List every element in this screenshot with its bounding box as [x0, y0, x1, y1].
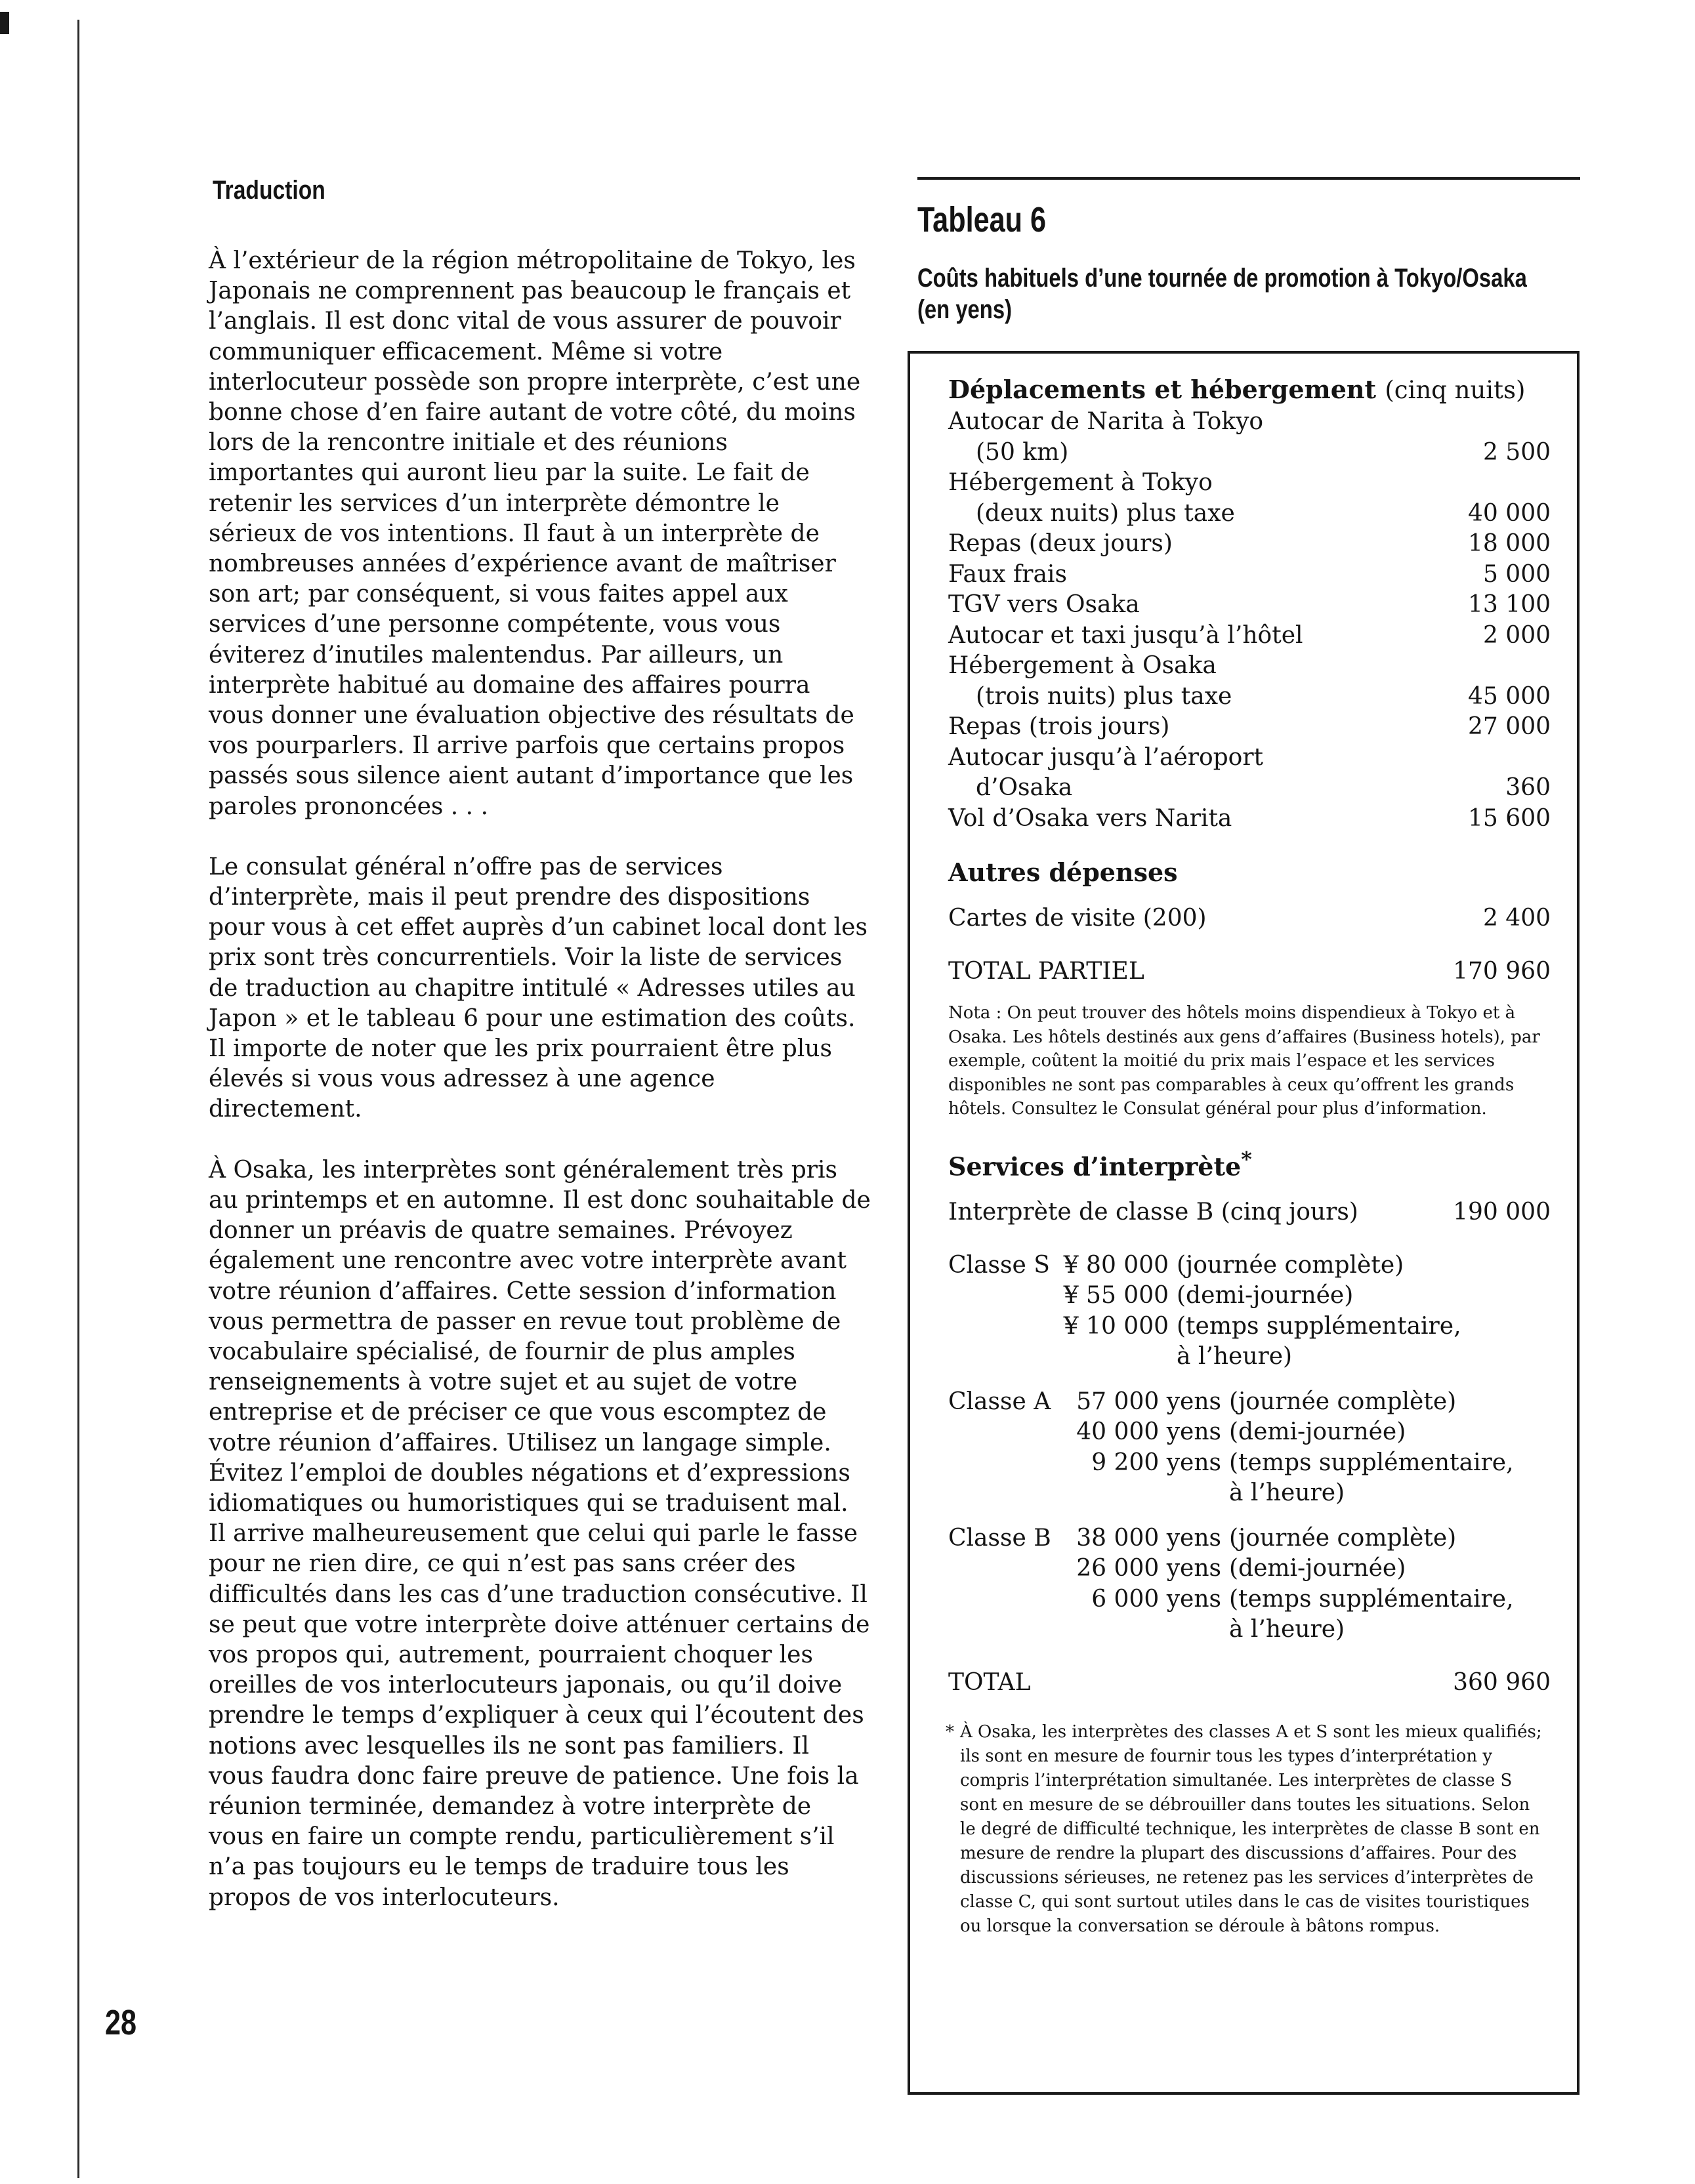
travel-row — [948, 468, 1551, 499]
row-label: Repas (deux jours) — [948, 530, 1173, 557]
scan-edge-mark — [0, 12, 9, 34]
row-amount: 40 000 — [1468, 499, 1551, 527]
travel-heading-suffix: (cinq nuits) — [1385, 376, 1526, 404]
row-amount: 360 — [1505, 774, 1551, 801]
row-label: Interprète de classe B (cinq jours) — [948, 1199, 1358, 1226]
other-heading: Autres dépenses — [948, 857, 1178, 887]
row-label: TGV vers Osaka — [948, 591, 1140, 618]
section-heading: Traduction — [213, 176, 325, 205]
row-amount: 2 400 — [1482, 905, 1551, 932]
row-amount: 13 100 — [1468, 591, 1551, 618]
travel-row — [948, 407, 1551, 438]
travel-row — [948, 804, 1551, 834]
travel-row — [948, 773, 1551, 804]
rate-class-label: Classe A — [948, 1388, 1051, 1415]
rate-price: 9 200 yens — [1091, 1449, 1221, 1476]
interp-heading-star: * — [1241, 1147, 1252, 1172]
subtotal-label: TOTAL PARTIEL — [948, 957, 1144, 985]
row-label: Cartes de visite (200) — [948, 905, 1207, 932]
travel-row — [948, 682, 1551, 712]
rate-description: (temps supplémentaire, — [1177, 1312, 1461, 1340]
rate-description: (demi-journée) — [1229, 1418, 1406, 1446]
rate-price: 57 000 yens — [1076, 1388, 1221, 1415]
travel-row — [948, 560, 1551, 590]
table-top-rule — [917, 177, 1580, 180]
class-b-rates — [948, 1523, 1551, 1645]
rate-class-label — [948, 1478, 1058, 1509]
row-amount: 190 000 — [1453, 1199, 1551, 1226]
table-header — [917, 177, 1579, 325]
rate-class-label — [948, 1417, 1058, 1448]
rate-price — [1058, 1342, 1177, 1372]
total-label: TOTAL — [948, 1668, 1031, 1696]
rate-description: (demi-journée) — [1229, 1555, 1406, 1582]
rate-price — [1058, 1615, 1229, 1645]
cost-table-body — [948, 373, 1551, 1939]
rate-price: ¥ 80 000 — [1063, 1251, 1169, 1279]
footnote-text: À Osaka, les interprètes des classes A et S sont les mieux qualifiés; ils sont en mesure de fournir tous les types d’interprétation y compris l’interprétation simultanée. Les interprètes de classe S sont en mesure de se débrouiller dans toutes les situations. Selon le degré de difficulté technique, les interprètes de classe B sont en mesure de rendre la plupart des discussions d’affaires. Pour des discussions sérieuses, ne retenez pas les services d’interprètes de classe C, qui sont surtout utiles dans le cas de visites touristiques ou lorsque la conversation se déroule à bâtons rompus. — [960, 1722, 1542, 1937]
row-label: Vol d’Osaka vers Narita — [948, 804, 1232, 832]
class-s-rates — [948, 1250, 1551, 1372]
class-a-rates — [948, 1387, 1551, 1509]
body-column — [209, 176, 871, 1943]
rate-price — [1058, 1478, 1229, 1509]
rate-class-label — [948, 1554, 1058, 1584]
row-label: Autocar et taxi jusqu’à l’hôtel — [948, 621, 1303, 649]
interp-heading-text: Services d’interprète — [948, 1151, 1242, 1182]
rate-description: à l’heure) — [1177, 1343, 1293, 1370]
total-row — [948, 1668, 1551, 1699]
travel-heading — [948, 373, 1551, 407]
travel-row — [948, 529, 1551, 560]
rate-description: à l’heure) — [1229, 1616, 1345, 1643]
travel-row — [948, 499, 1551, 529]
body-paragraph: Le consulat général n’offre pas de services d’interprète, mais il peut prendre des dispositions pour vous à cet effet auprès d’un cabinet local dont les prix sont très concurrentiels. Voir la liste de services de traduction au chapitre intitulé « Adresses utiles au Japon » et le tableau 6 pour une estimation des coûts. Il importe de noter que les prix pourraient être plus élevés si vous vous adressez à une agence directement. — [209, 853, 868, 1123]
rate-class-label — [948, 1281, 1058, 1311]
row-amount: 15 600 — [1468, 804, 1551, 832]
row-amount: 27 000 — [1468, 713, 1551, 740]
rate-description: (temps supplémentaire, — [1229, 1585, 1514, 1613]
row-amount: 18 000 — [1468, 530, 1551, 557]
table-subtitle: Coûts habituels d’une tournée de promotion à Tokyo/Osaka (en yens) — [917, 264, 1527, 324]
row-label: Hébergement à Osaka — [948, 652, 1217, 679]
rate-description: (journée complète) — [1177, 1251, 1404, 1279]
rate-description: (demi-journée) — [1177, 1282, 1354, 1309]
rate-class-label: Classe S — [948, 1251, 1050, 1279]
rate-price: ¥ 55 000 — [1063, 1282, 1169, 1309]
interp-heading — [948, 1144, 1551, 1184]
travel-heading-text: Déplacements et hébergement — [948, 375, 1377, 404]
other-row — [948, 903, 1551, 934]
table-title: Tableau 6 — [917, 200, 1047, 239]
travel-rows — [948, 407, 1551, 834]
row-label: (50 km) — [976, 438, 1069, 466]
footnote-star: * — [946, 1722, 954, 1742]
travel-row — [948, 651, 1551, 682]
rate-description: (journée complète) — [1229, 1524, 1457, 1552]
rate-price: 40 000 yens — [1076, 1418, 1221, 1446]
page-number: 28 — [105, 2003, 137, 2042]
row-label: Hébergement à Tokyo — [948, 469, 1213, 496]
row-label: Faux frais — [948, 560, 1067, 588]
row-label: d’Osaka — [976, 774, 1073, 801]
row-label: (deux nuits) plus taxe — [976, 499, 1235, 527]
cost-table — [908, 351, 1580, 2095]
body-paragraph: À Osaka, les interprètes sont généralement très pris au printemps et en automne. Il est donc souhaitable de donner un préavis de quatre semaines. Prévoyez également une rencontre avec votre interprète avant votre réunion d’affaires. Cette session d’information vous permettra de passer en revue tout problème de vocabulaire spécialisé, de fournir de plus amples renseignements à votre sujet et au sujet de votre entreprise et de préciser ce que vous escomptez de votre réunion d’affaires. Utilisez un langage simple. Évitez l’emploi de doubles négations et d’expressions idiomatiques ou humoristiques qui se traduisent mal. Il arrive malheureusement que celui qui parle le fasse pour ne rien dire, ce qui n’est pas sans créer des difficultés dans les cas d’une traduction consécutive. Il se peut que votre interprète doive atténuer certains de vos propos qui, autrement, pourraient choquer les oreilles de vos interlocuteurs japonais, ou qu’il doive prendre le temps d’expliquer à ceux qui l’écoutent des notions avec lesquelles ils ne sont pas familiers. Il vous faudra donc faire preuve de patience. Une fois la réunion terminée, demandez à votre interprète de vous en faire un compte rendu, particulièrement s’il n’a pas toujours eu le temps de traduire tous les propos de vos interlocuteurs. — [209, 1156, 871, 1911]
rate-class-label — [948, 1311, 1058, 1342]
total-amount: 360 960 — [1453, 1668, 1551, 1696]
row-amount: 5 000 — [1482, 560, 1551, 588]
travel-row — [948, 712, 1551, 743]
rate-description: (journée complète) — [1229, 1388, 1457, 1415]
rate-description: (temps supplémentaire, — [1229, 1449, 1514, 1476]
rate-price: 26 000 yens — [1076, 1555, 1221, 1582]
rate-class-label — [948, 1342, 1058, 1372]
rate-class-label: Classe B — [948, 1524, 1051, 1552]
interp-row — [948, 1197, 1551, 1228]
rate-price: 38 000 yens — [1076, 1524, 1221, 1552]
hotel-note: Nota : On peut trouver des hôtels moins dispendieux à Tokyo et à Osaka. Les hôtels destinés aux gens d’affaires (Business hotels), par exemple, coûtent la moitié du prix mais l’espace et les services disponibles ne sont pas comparables à ceux qu’offrent les grands hôtels. Consultez le Consulat général pour plus d’information. — [948, 1003, 1540, 1119]
row-label: Autocar de Narita à Tokyo — [948, 408, 1264, 435]
subtotal-amount: 170 960 — [1453, 957, 1551, 985]
row-amount: 2 000 — [1482, 621, 1551, 649]
rate-class-label — [948, 1584, 1058, 1615]
rate-description: à l’heure) — [1229, 1479, 1345, 1507]
rate-price: 6 000 yens — [1091, 1585, 1221, 1613]
interp-footnote — [948, 1720, 1551, 1939]
row-amount: 45 000 — [1468, 682, 1551, 710]
rate-price: ¥ 10 000 — [1063, 1312, 1169, 1340]
rate-class-label — [948, 1448, 1058, 1479]
body-paragraph: À l’extérieur de la région métropolitaine de Tokyo, les Japonais ne comprennent pas beaucoup le français et l’anglais. Il est donc vital de vous assurer de pouvoir communiquer efficacement. Même si votre interlocuteur possède son propre interprète, c’est une bonne chose d’en faire autant de votre côté, du moins lors de la rencontre initiale et des réunions importantes qui auront lieu par la suite. Le fait de retenir les services d’un interprète démontre le sérieux de vos intentions. Il faut à un interprète de nombreuses années d’expérience avant de maîtriser son art; par conséquent, si vous faites appel aux services d’une personne compétente, vous vous éviterez d’inutiles malentendus. Par ailleurs, un interprète habitué au domaine des affaires pourra vous donner une évaluation objective des résultats de vos pourparlers. Il arrive parfois que certains propos passés sous silence aient autant d’importance que les paroles prononcées . . . — [209, 247, 861, 820]
subtotal-row — [948, 957, 1551, 987]
row-label: Repas (trois jours) — [948, 713, 1170, 740]
rate-class-label — [948, 1615, 1058, 1645]
travel-row — [948, 621, 1551, 651]
travel-row — [948, 590, 1551, 621]
travel-row — [948, 743, 1551, 773]
scan-margin-line — [77, 20, 79, 2178]
travel-row — [948, 438, 1551, 468]
row-amount: 2 500 — [1482, 438, 1551, 466]
row-label: (trois nuits) plus taxe — [976, 682, 1232, 710]
row-label: Autocar jusqu’à l’aéroport — [948, 743, 1264, 771]
